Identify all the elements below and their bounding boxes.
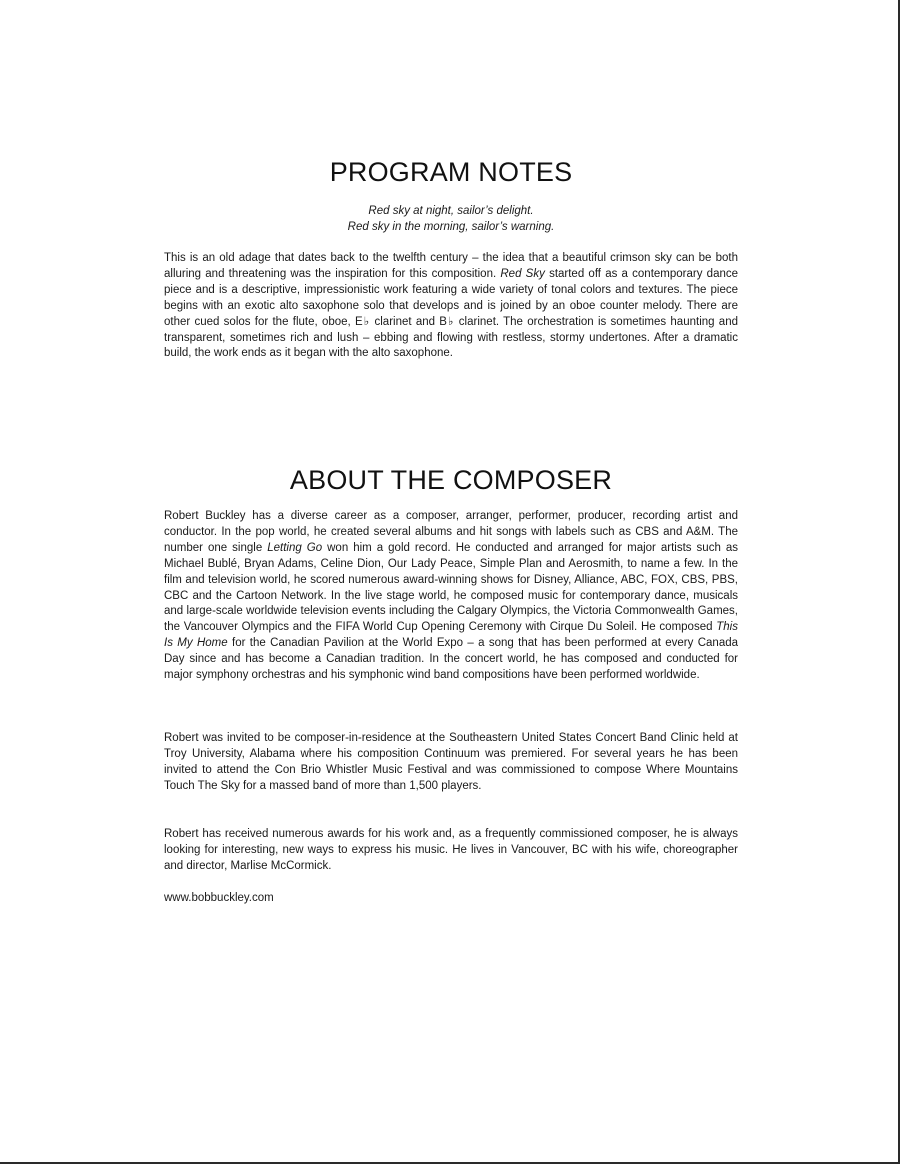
about-p1-text-3: for the Canadian Pavilion at the World Expo – a song that has been performed at every Canada Day since and has become a Canadian tradition. In the concert world, he has composed and conducted for major symphony orchestras and his symphonic wind band compositions have been performed worldwide.	[164, 637, 739, 682]
website-link[interactable]: www.bobbuckley.com	[164, 892, 274, 904]
program-notes-text-1: This is an old adage that dates back to the twelfth century – the idea that a beautiful crimson sky can be both alluring and threatening was the inspiration for this composition.	[164, 252, 738, 280]
about-paragraph-2: Robert was invited to be composer-in-residence at the Southeastern United States Concert Band Clinic held at Troy University, Alabama where his composition Continuum was premiered. For several years he has been invited to attend the Con Brio Whistler Music Festival and was commissioned to compose Where Mountains Touch The Sky for a massed band of more than 1,500 players.	[164, 732, 738, 792]
epigraph	[164, 203, 738, 235]
about-composer-heading: ABOUT THE COMPOSER	[289, 465, 613, 495]
program-notes-text-2: started off as a contemporary dance piece and is a descriptive, impressionistic work featuring a wide variety of tonal colors and textures. The piece begins with an exotic alto saxophone solo that develops and is joined by an oboe counter melody. There are other cued solos for the flute, oboe, E♭ clarinet and B♭ clarinet. The orchestration is sometimes haunting and transparent, sometimes rich and lush – ebbing and flowing with restless, stormy undertones. After a dramatic build, the work ends as it began with the alto saxophone.	[164, 267, 739, 360]
program-notes-paragraph	[164, 251, 738, 362]
about-paragraph-3: Robert has received numerous awards for his work and, as a frequently commissioned composer, he is always looking for interesting, new ways to express his music. He lives in Vancouver, BC with his wife, choreographer and director, Marlise McCormick.	[164, 828, 738, 872]
about-p1-text-2: won him a gold record. He conducted and arranged for major artists such as Michael Bublé, Bryan Adams, Celine Dion, Our Lady Peace, Simple Plan and Aerosmith, to name a few. In the film and television world, he scored numerous award-winning shows for Disney, Alliance, ABC, FOX, CBS, PBS, CBC and the Cartoon Network. In the live stage world, he composed music for contemporary dance, musicals and large-scale worldwide television events including the Calgary Olympics, the Victoria Commonwealth Games, the Vancouver Olympics and the FIFA World Cup Opening Ceremony with Cirque Du Soleil. He composed	[164, 541, 739, 634]
about-paragraph-1	[164, 509, 738, 684]
epigraph-line-1: Red sky at night, sailor’s delight.	[368, 205, 534, 217]
epigraph-line-2: Red sky in the morning, sailor’s warning.	[347, 221, 555, 233]
about-p1-title-this-is-my-home: This Is My Home	[164, 621, 738, 650]
about-p1-title-letting-go: Letting Go	[267, 541, 323, 554]
program-notes-title-red-sky: Red Sky	[500, 267, 545, 280]
program-notes-heading: PROGRAM NOTES	[329, 157, 573, 187]
about-p1-text-1: Robert Buckley has a diverse career as a composer, arranger, performer, producer, recording artist and conductor. In the pop world, he created several albums and hit songs with labels such as CBS and A&M. The number one single	[164, 510, 738, 554]
